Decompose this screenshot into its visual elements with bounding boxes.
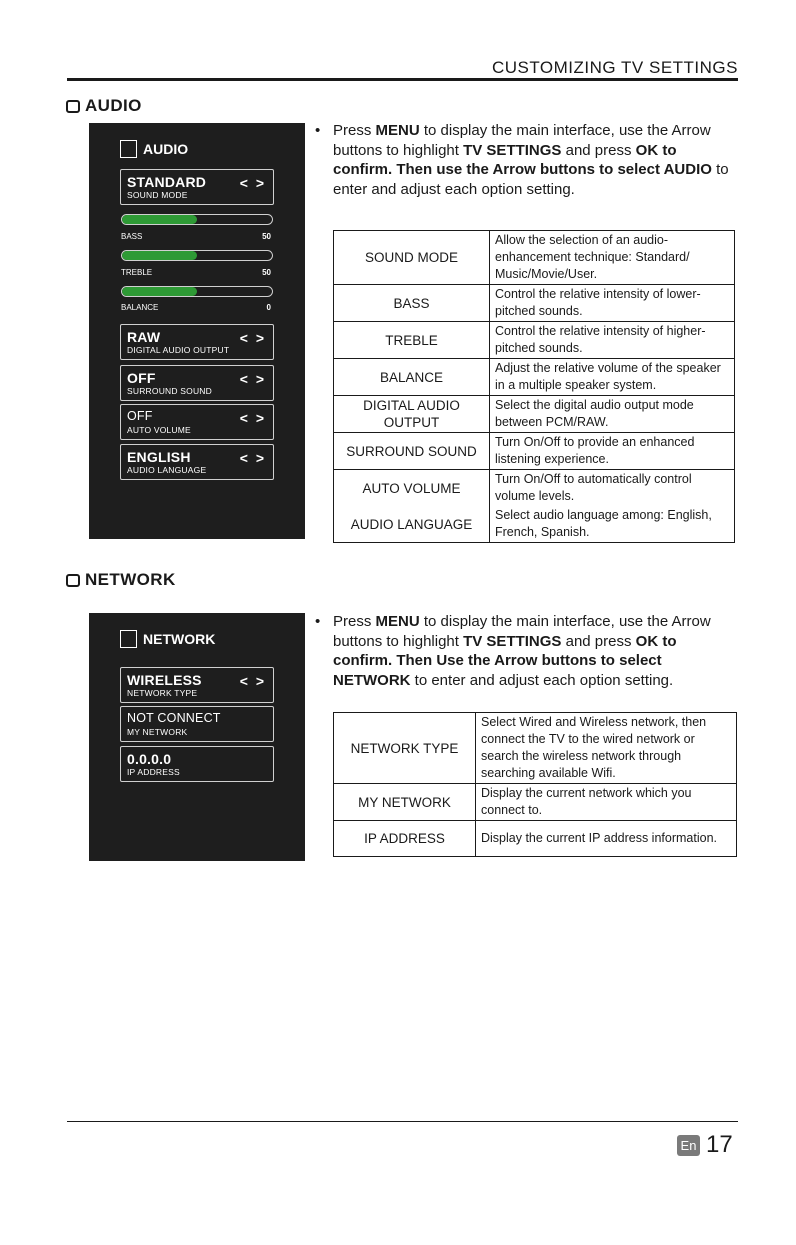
page-header-title: CUSTOMIZING TV SETTINGS xyxy=(491,58,738,77)
table-desc: Control the relative intensity of lower-pitched sounds. xyxy=(490,285,735,322)
table-desc: Select the digital audio output mode between PCM/RAW. xyxy=(490,396,735,433)
balance-label: BALANCE xyxy=(121,303,159,312)
balance-slider[interactable] xyxy=(121,286,273,297)
digital-audio-label: DIGITAL AUDIO OUTPUT xyxy=(127,345,230,355)
instruction-bold: OK to confirm. Then Use the Arrow buttons to select NETWORK xyxy=(333,632,677,689)
table-desc: Select Wired and Wireless network, then connect the TV to the wired network or search the wireless network through searching available Wifi. xyxy=(476,713,737,784)
network-section-heading xyxy=(66,570,176,590)
left-right-arrows-icon: < > xyxy=(239,450,266,466)
network-instruction xyxy=(315,612,735,690)
left-right-arrows-icon: < > xyxy=(239,673,266,689)
table-row xyxy=(334,713,737,784)
ip-address-label: IP ADDRESS xyxy=(127,767,180,777)
table-row xyxy=(334,470,735,507)
instruction-text: to enter and adjust each option setting. xyxy=(333,161,729,198)
sound-mode-option[interactable] xyxy=(120,169,274,205)
left-right-arrows-icon: < > xyxy=(239,175,266,191)
digital-audio-value: RAW xyxy=(127,329,161,345)
audio-instruction xyxy=(315,121,735,199)
table-row xyxy=(334,784,737,821)
network-type-option[interactable] xyxy=(120,667,274,703)
table-term: MY NETWORK xyxy=(334,784,476,821)
instruction-text: and press xyxy=(561,141,636,159)
instruction-text: to enter and adjust each option setting. xyxy=(410,671,674,689)
network-settings-table xyxy=(333,712,737,857)
audio-menu-panel xyxy=(89,123,305,539)
my-network-option[interactable] xyxy=(120,706,274,742)
table-row xyxy=(334,396,735,433)
treble-value: 50 xyxy=(262,268,271,277)
table-row xyxy=(334,506,735,543)
table-term: TREBLE xyxy=(334,322,490,359)
audio-section-heading xyxy=(66,96,142,116)
table-term: BASS xyxy=(334,285,490,322)
table-term: IP ADDRESS xyxy=(334,821,476,857)
left-right-arrows-icon: < > xyxy=(239,330,266,346)
left-right-arrows-icon: < > xyxy=(239,410,266,426)
instruction-text: and press xyxy=(561,632,636,650)
table-desc: Display the current IP address information. xyxy=(476,821,737,857)
table-row xyxy=(334,231,735,285)
my-network-label: MY NETWORK xyxy=(127,727,188,737)
auto-volume-option[interactable] xyxy=(120,404,274,440)
instruction-bold: TV SETTINGS xyxy=(463,632,562,650)
network-type-value: WIRELESS xyxy=(127,672,202,688)
network-type-label: NETWORK TYPE xyxy=(127,688,198,698)
network-heading-label: NETWORK xyxy=(85,570,176,589)
audio-language-label: AUDIO LANGUAGE xyxy=(127,465,207,475)
surround-sound-option[interactable] xyxy=(120,365,274,401)
audio-panel-title-label: AUDIO xyxy=(143,141,189,157)
ip-address-value: 0.0.0.0 xyxy=(127,751,172,767)
treble-slider-fill xyxy=(122,251,197,260)
bullet-icon: • xyxy=(315,613,321,630)
audio-heading-label: AUDIO xyxy=(85,96,142,115)
audio-language-value: ENGLISH xyxy=(127,449,191,465)
table-desc: Control the relative intensity of higher-pitched sounds. xyxy=(490,322,735,359)
table-term: DIGITAL AUDIO OUTPUT xyxy=(334,396,490,433)
checkbox-icon xyxy=(66,574,80,587)
instruction-bold: OK to confirm. Then use the Arrow buttons to select AUDIO xyxy=(333,141,712,178)
audio-language-option[interactable] xyxy=(120,444,274,480)
network-menu-panel xyxy=(89,613,305,861)
table-row xyxy=(334,359,735,396)
balance-value: 0 xyxy=(266,303,271,312)
network-panel-title-label: NETWORK xyxy=(143,631,216,647)
digital-audio-output-option[interactable] xyxy=(120,324,274,360)
bass-value: 50 xyxy=(262,232,271,241)
bullet-icon: • xyxy=(315,122,321,139)
treble-slider[interactable] xyxy=(121,250,273,261)
table-term: BALANCE xyxy=(334,359,490,396)
network-panel-title xyxy=(120,630,215,648)
auto-volume-label: AUTO VOLUME xyxy=(127,425,191,435)
footer-rule xyxy=(67,1121,738,1122)
checkbox-icon xyxy=(66,100,80,113)
table-term: NETWORK TYPE xyxy=(334,713,476,784)
my-network-value: NOT CONNECT xyxy=(127,711,221,725)
table-desc: Display the current network which you connect to. xyxy=(476,784,737,821)
table-term: AUTO VOLUME xyxy=(334,470,490,507)
checkbox-icon xyxy=(120,140,137,158)
table-desc: Turn On/Off to provide an enhanced listening experience. xyxy=(490,433,735,470)
table-desc: Select audio language among: English, French, Spanish. xyxy=(490,506,735,543)
audio-panel-title xyxy=(120,140,188,158)
bass-label: BASS xyxy=(121,232,143,241)
sound-mode-label: SOUND MODE xyxy=(127,190,188,200)
ip-address-option[interactable] xyxy=(120,746,274,782)
sound-mode-value: STANDARD xyxy=(127,174,207,190)
table-row xyxy=(334,285,735,322)
header-rule xyxy=(67,78,738,81)
treble-label: TREBLE xyxy=(121,268,153,277)
balance-slider-fill xyxy=(122,287,197,296)
surround-label: SURROUND SOUND xyxy=(127,386,212,396)
table-row xyxy=(334,322,735,359)
table-desc: Adjust the relative volume of the speaker in a multiple speaker system. xyxy=(490,359,735,396)
instruction-text: Press xyxy=(333,613,376,630)
bass-slider[interactable] xyxy=(121,214,273,225)
instruction-text: to display the main interface, use the Arrow buttons to highlight xyxy=(333,613,711,650)
table-desc: Allow the selection of an audio-enhancement technique: Standard/ Music/Movie/User. xyxy=(490,231,735,285)
audio-settings-table xyxy=(333,230,735,543)
instruction-bold: MENU xyxy=(375,122,420,139)
table-row xyxy=(334,433,735,470)
checkbox-icon xyxy=(120,630,137,648)
instruction-text: Press xyxy=(333,122,376,139)
instruction-text: to display the main interface, use the Arrow buttons to highlight xyxy=(333,122,711,159)
bass-slider-fill xyxy=(122,215,197,224)
table-row xyxy=(334,821,737,857)
table-term: SURROUND SOUND xyxy=(334,433,490,470)
table-desc: Turn On/Off to automatically control volume levels. xyxy=(490,470,735,507)
left-right-arrows-icon: < > xyxy=(239,371,266,387)
language-badge: En xyxy=(677,1135,700,1156)
page-number: 17 xyxy=(706,1131,733,1158)
table-term: SOUND MODE xyxy=(334,231,490,285)
auto-volume-value: OFF xyxy=(127,409,153,423)
instruction-bold: TV SETTINGS xyxy=(463,141,562,159)
instruction-bold: MENU xyxy=(375,613,420,630)
table-term: AUDIO LANGUAGE xyxy=(334,506,490,543)
surround-value: OFF xyxy=(127,370,156,386)
